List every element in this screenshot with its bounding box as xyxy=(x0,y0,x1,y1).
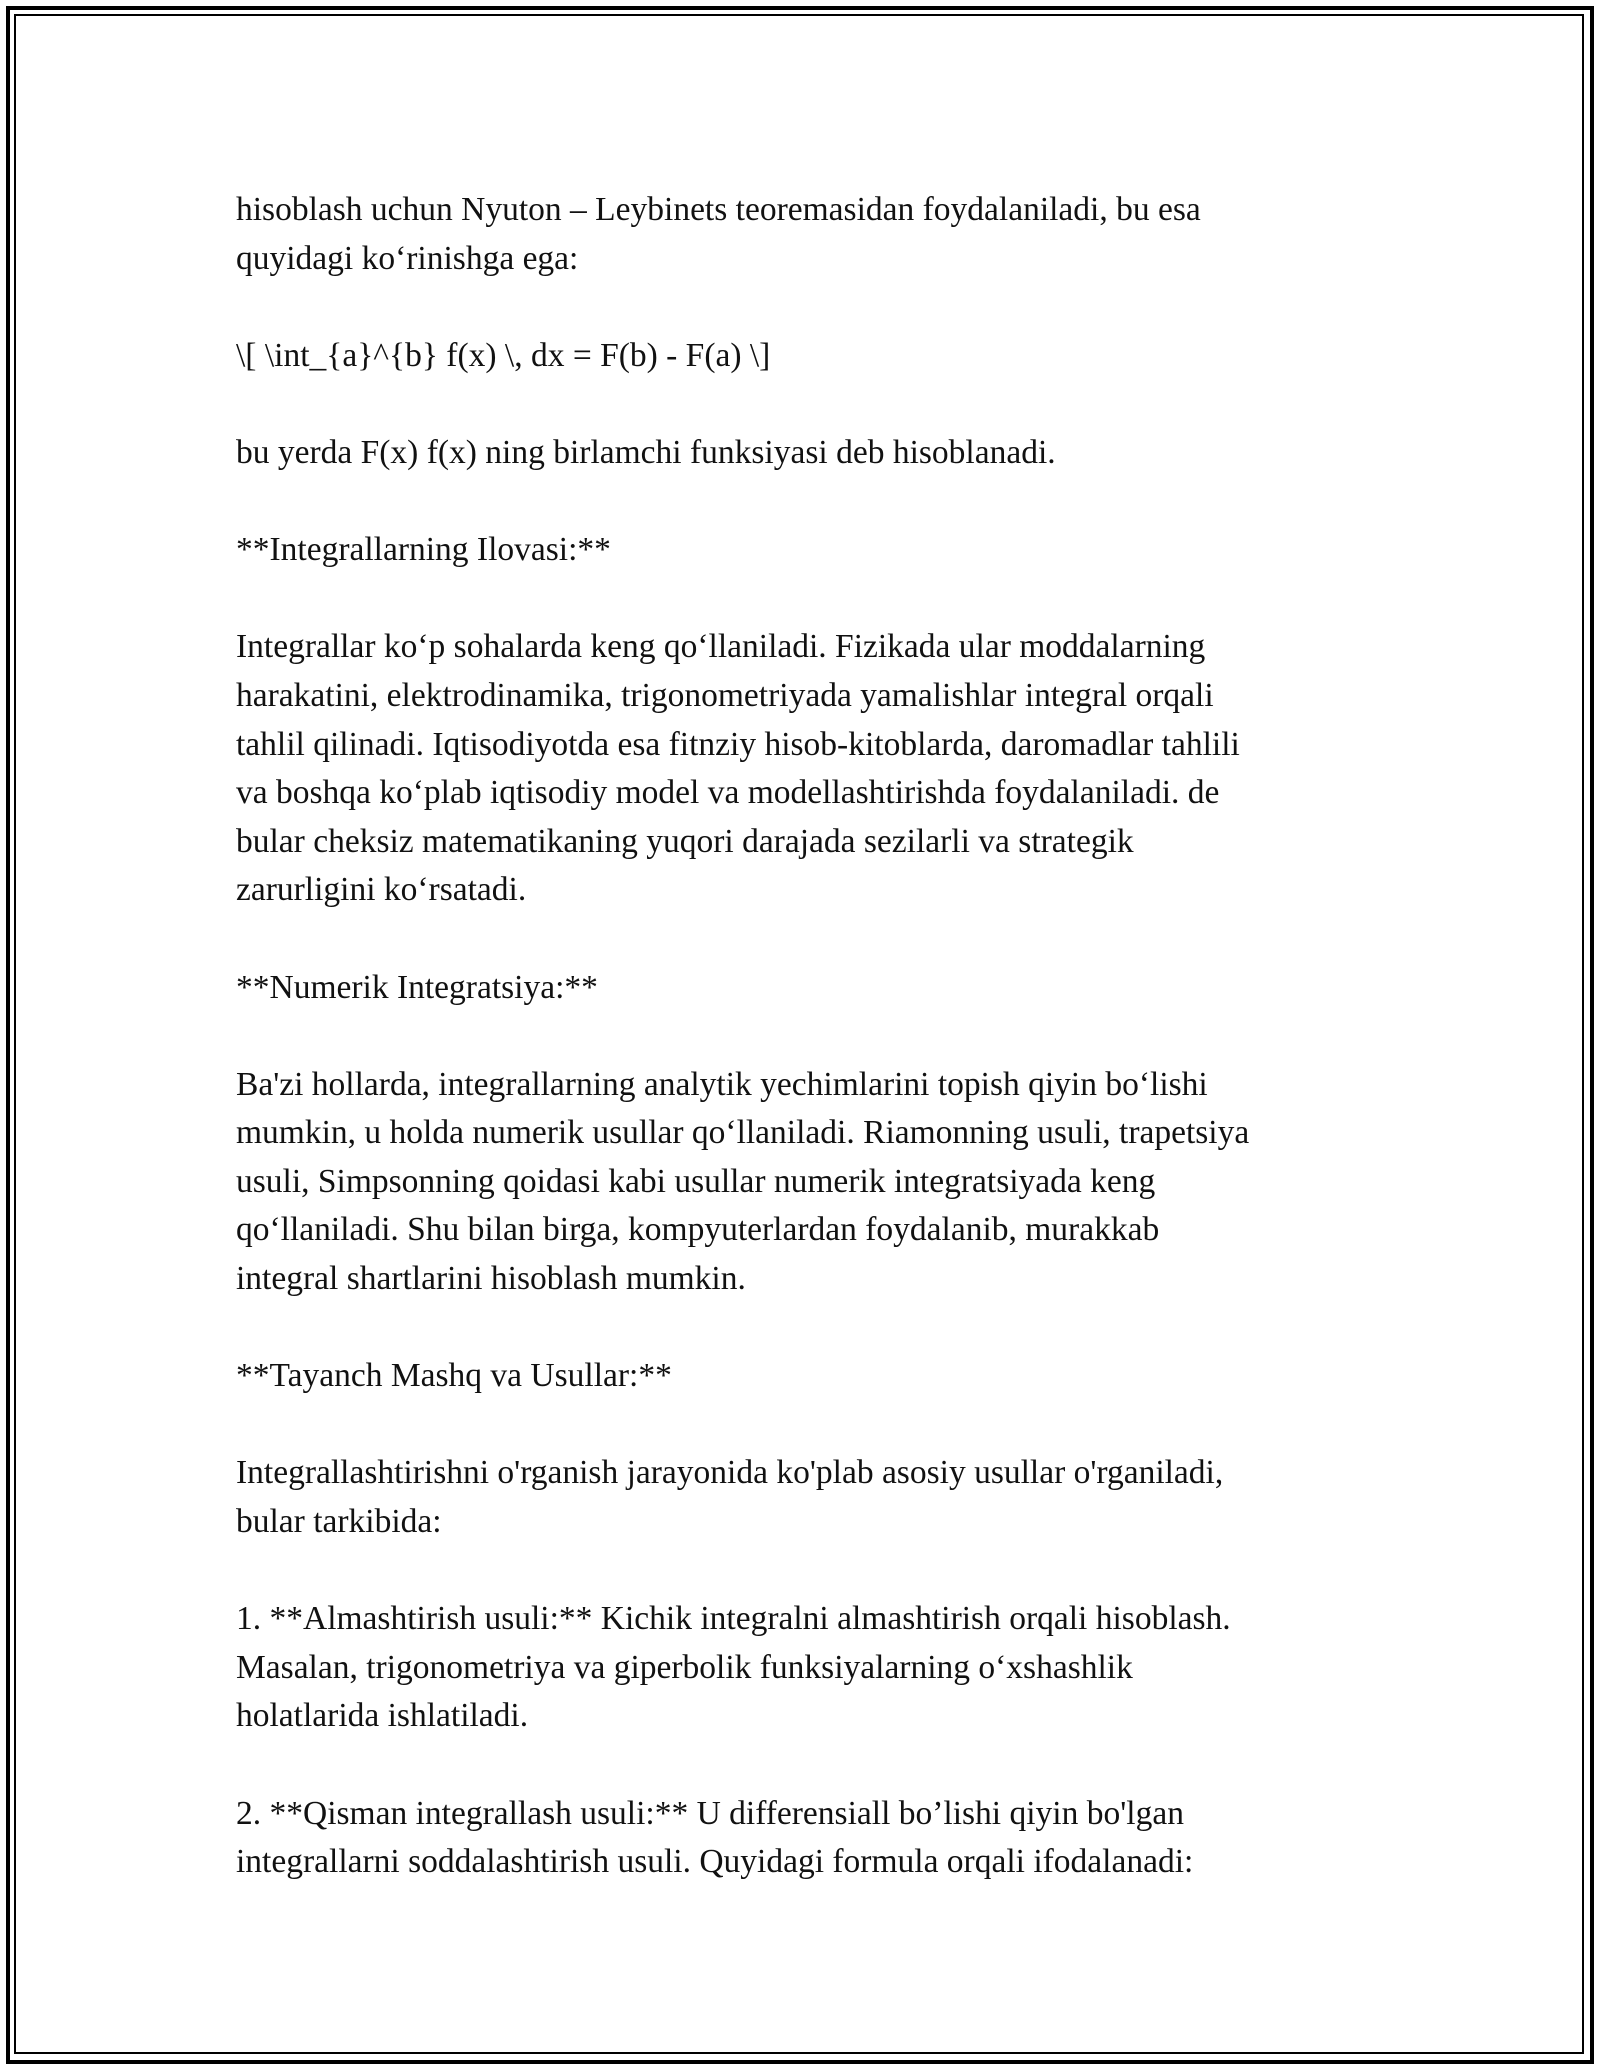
paragraph-applications: Integrallar ko‘p sohalarda keng qo‘llaniladi. Fizikada ular moddalarning harakatini, elektrodinamika, trigonometriyada yamalishlar integral orqali tahlil qilinadi. Iqtisodiyotda esa fitnziy hisob-kitoblarda, daromadlar tahlili va boshqa ko‘plab iqtisodiy model va modellashtirishda foydalaniladi. de bular cheksiz matematikaning yuqori darajada sezilarli va strategik zarurligini ko‘rsatadi. xyxy=(236,628,1240,909)
paragraph-methods-intro: Integrallashtirishni o'rganish jarayonida ko'plab asosiy usullar o'rganiladi, bular tarkibida: xyxy=(236,1454,1224,1541)
formula-line: \[ \int_{a}^{b} f(x) \, dx = F(b) - F(a) \] xyxy=(236,336,771,374)
paragraph-antiderivative: bu yerda F(x) f(x) ning birlamchi funksiyasi deb hisoblanadi. xyxy=(236,433,1056,471)
list-item-integration-by-parts: 2. **Qisman integrallash usuli:** U differensiall bo’lishi qiyin bo'lgan integrallarni soddalashtirish usuli. Quyidagi formula orqali ifodalanadi: xyxy=(236,1794,1194,1881)
heading-numerical-integration: **Numerik Integratsiya:** xyxy=(236,968,598,1006)
heading-integral-applications: **Integrallarning Ilovasi:** xyxy=(236,531,611,569)
list-item-substitution: 1. **Almashtirish usuli:** Kichik integralni almashtirish orqali hisoblash. Masalan, trigonometriya va giperbolik funksiyalarning o‘xshashlik holatlarida ishlatiladi. xyxy=(236,1600,1231,1735)
document-body xyxy=(236,186,1366,1887)
paragraph-numerical-integration: Ba'zi hollarda, integrallarning analytik yechimlarini topish qiyin bo‘lishi mumkin, u holda numerik usullar qo‘llaniladi. Riamonning usuli, trapetsiya usuli, Simpsonning qoidasi kabi usullar numerik integratsiyada keng qo‘llaniladi. Shu bilan birga, kompyuterlardan foydalanib, murakkab integral shartlarini hisoblash mumkin. xyxy=(236,1065,1250,1298)
paragraph-newton-leibniz-intro: hisoblash uchun Nyuton – Leybinets teoremasidan foydalaniladi, bu esa quyidagi ko‘rinishga ega: xyxy=(236,191,1201,277)
heading-basic-methods: **Tayanch Mashq va Usullar:** xyxy=(236,1357,672,1395)
